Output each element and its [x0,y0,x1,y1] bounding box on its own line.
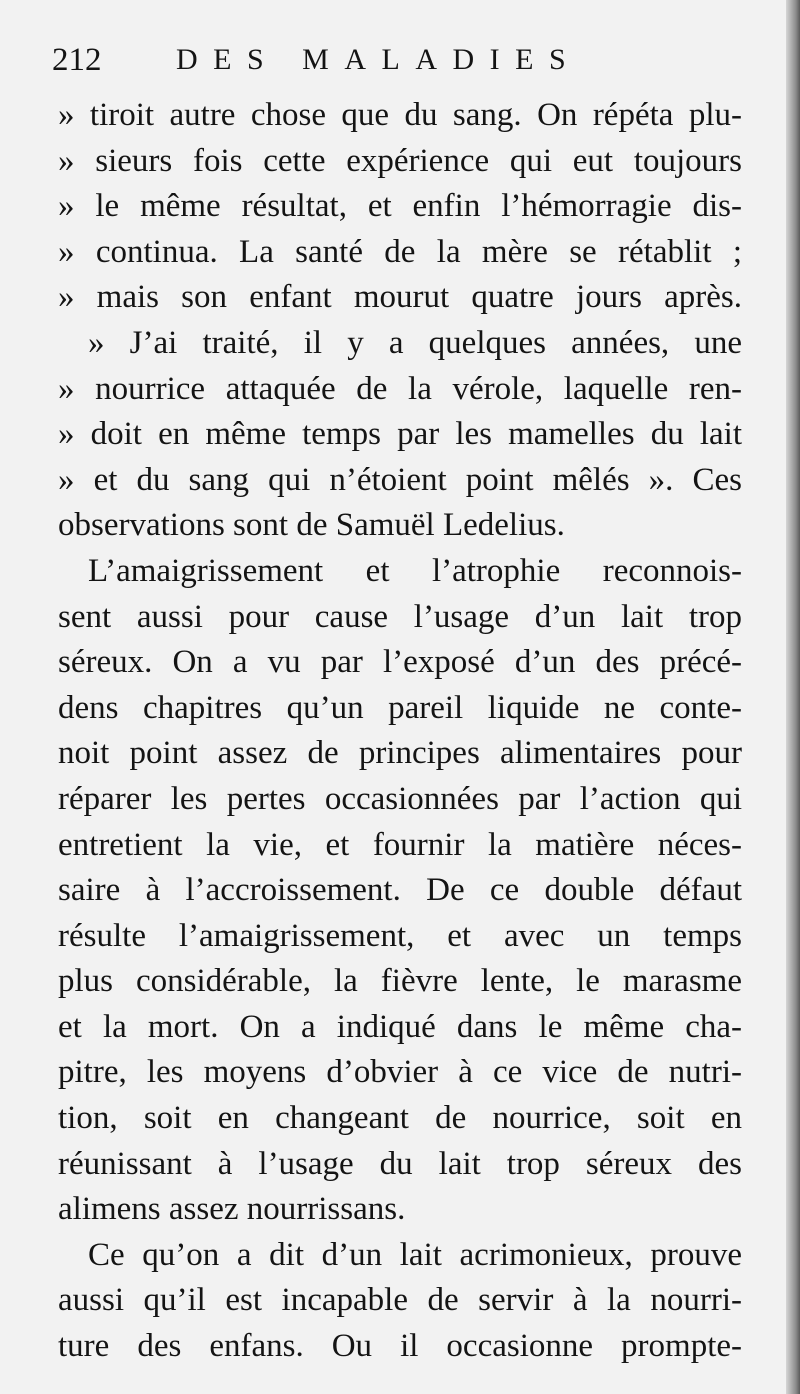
text-line: et la mort. On a indiqué dans le même cha- [58,1008,742,1045]
text-line: dens chapitres qu’un pareil liquide ne conte- [58,689,742,726]
text-line: Ce qu’on a dit d’un lait acrimonieux, prouve [88,1236,742,1273]
running-head: DES MALADIES [176,43,582,76]
text-line: tion, soit en changeant de nourrice, soit en [58,1100,742,1137]
text-line: aussi qu’il est incapable de servir à la nourri- [58,1282,742,1319]
text-line: résulte l’amaigrissement, et avec un temps [58,917,742,954]
text-line: ture des enfans. Ou il occasionne prompte- [58,1328,742,1365]
text-line: alimens assez nourrissans. [58,1191,406,1228]
text-line: pitre, les moyens d’obvier à ce vice de nutri- [58,1054,742,1091]
text-line: réunissant à l’usage du lait trop séreux des [58,1145,742,1182]
page-number: 212 [52,42,102,78]
text-line: » J’ai traité, il y a quelques années, une [88,324,742,361]
text-line: » le même résultat, et enfin l’hémorragie dis- [58,188,742,225]
text-line: saire à l’accroissement. De ce double défaut [58,872,742,909]
text-line: L’amaigrissement et l’atrophie reconnois- [88,552,742,589]
text-line: » doit en même temps par les mamelles du lait [58,416,742,453]
text-line: plus considérable, la fièvre lente, le marasme [58,963,742,1000]
text-line: noit point assez de principes alimentaires pour [58,735,742,772]
text-line: réparer les pertes occasionnées par l’action qui [58,780,742,817]
text-line: » sieurs fois cette expérience qui eut toujours [58,142,742,179]
body-text [58,93,742,1370]
page-edge-shadow [786,0,800,1394]
page-header [52,38,742,82]
text-line: » tiroit autre chose que du sang. On répéta plu- [58,97,742,133]
text-line: séreux. On a vu par l’exposé d’un des précé- [58,644,742,681]
text-line: » continua. La santé de la mère se rétablit ; [58,233,742,270]
text-line: » et du sang qui n’étoient point mêlés ». Ces [58,461,742,498]
text-line: » nourrice attaquée de la vérole, laquelle ren- [58,370,742,407]
text-line: observations sont de Samuël Ledelius. [58,507,565,544]
text-line: entretient la vie, et fournir la matière néces- [58,826,742,863]
text-line: sent aussi pour cause l’usage d’un lait trop [58,598,742,635]
text-line: » mais son enfant mourut quatre jours après. [58,279,742,316]
